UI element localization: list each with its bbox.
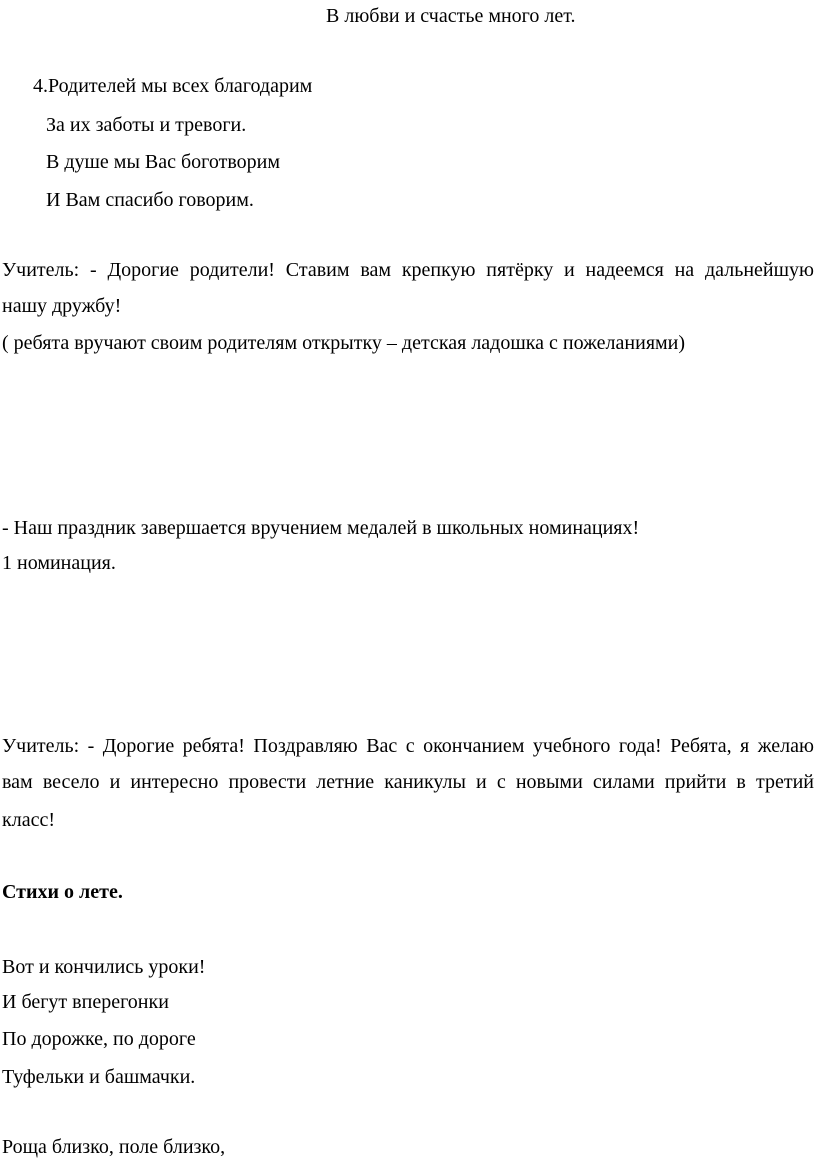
teacher-speech-2-line-3: класс!	[2, 809, 55, 831]
word: Дорогие	[107, 259, 179, 281]
teacher-speech-1-line-2: нашу дружбу!	[2, 295, 122, 317]
word: каникулы	[384, 771, 466, 793]
word: с	[496, 771, 506, 793]
medals-announcement: - Наш праздник завершается вручением медалей в школьных номинациях!	[2, 517, 640, 539]
word: новыми	[515, 771, 583, 793]
teacher-speech-1-line-1	[2, 258, 814, 282]
nomination-1-label: 1 номинация.	[2, 552, 116, 574]
word: -	[87, 735, 95, 757]
word: прийти	[664, 771, 727, 793]
word: провести	[228, 771, 307, 793]
word: вам	[2, 771, 33, 793]
word: и	[109, 771, 121, 793]
poem-line-2: И бегут вперегонки	[2, 991, 169, 1013]
section-heading: Стихи о лете.	[2, 881, 123, 903]
verse-4-line-3: В душе мы Вас боготворим	[46, 151, 281, 173]
word: пятёрку	[486, 259, 554, 281]
verse-closing-line: В любви и счастье много лет.	[326, 5, 576, 27]
poem-2-line-1: Роща близко, поле близко,	[2, 1136, 226, 1158]
word: Учитель:	[2, 735, 80, 757]
word: летние	[316, 771, 375, 793]
word: Вас	[366, 735, 398, 757]
word: Дорогие	[102, 735, 175, 757]
word: крепкую	[401, 259, 476, 281]
word: и	[564, 259, 575, 281]
word: Ребята,	[670, 735, 732, 757]
word: окончанием	[423, 735, 525, 757]
word: -	[90, 259, 97, 281]
word: ребята!	[182, 735, 245, 757]
word: надеемся	[585, 259, 664, 281]
word: родители!	[189, 259, 275, 281]
word: в	[736, 771, 746, 793]
word: дальнейшую	[704, 259, 814, 281]
verse-4-line-4: И Вам спасибо говорим.	[46, 189, 254, 211]
word: третий	[755, 771, 814, 793]
poem-line-3: По дорожке, по дороге	[2, 1028, 196, 1050]
stage-direction: ( ребята вручают своим родителям открытку – детская ладошка с пожеланиями)	[2, 332, 686, 354]
word: на	[674, 259, 695, 281]
word: и	[476, 771, 487, 793]
teacher-speech-2-line-2	[2, 770, 814, 794]
poem-line-4: Туфельки и башмачки.	[2, 1066, 196, 1088]
word: учебного	[532, 735, 611, 757]
word: года!	[618, 735, 662, 757]
word: Учитель:	[2, 259, 80, 281]
word: я	[740, 735, 750, 757]
word: силами	[592, 771, 655, 793]
word: весело	[42, 771, 100, 793]
word: с	[405, 735, 415, 757]
poem-line-1: Вот и кончились уроки!	[2, 956, 206, 978]
teacher-speech-2-line-1	[2, 734, 814, 758]
verse-4-line-1: 4.Родителей мы всех благодарим	[33, 75, 313, 97]
word: Ставим	[285, 259, 350, 281]
word: желаю	[757, 735, 814, 757]
word: Поздравляю	[253, 735, 358, 757]
verse-4-line-2: За их заботы и тревоги.	[46, 114, 247, 136]
word: интересно	[130, 771, 219, 793]
word: вам	[360, 259, 392, 281]
